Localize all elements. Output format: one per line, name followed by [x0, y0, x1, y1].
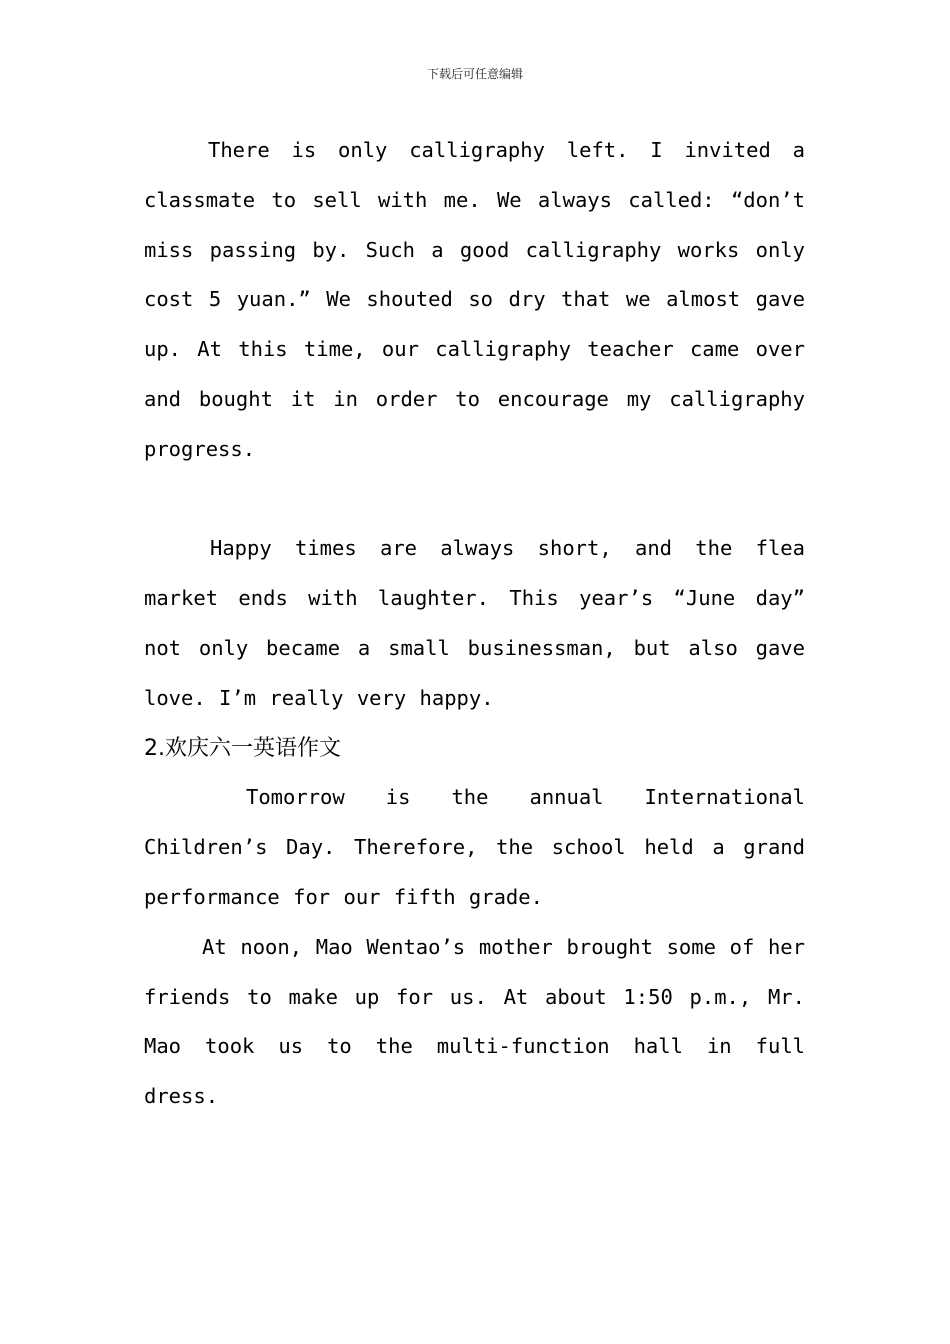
section-heading: 2.欢庆六一英语作文 [144, 735, 341, 761]
paragraph-flea-market-end: Happy times are always short, and the flea market ends with laughter. This year’s “June day” not only became a small businessman, but also gave love. I’m really very happy. [144, 536, 805, 710]
paragraph-childrens-day: Tomorrow is the annual International Children’s Day. Therefore, the school held a grand performance for our fifth grade. [144, 785, 805, 909]
paragraph-spacer [144, 475, 805, 525]
paragraph-noon-makeup: At noon, Mao Wentao’s mother brought some of her friends to make up for us. At about 1:50 p.m., Mr. Mao took us to the multi-function hall in full dress. [144, 934, 805, 1109]
page-header-note: 下载后可任意编辑 [426, 67, 523, 81]
paragraph-calligraphy-sale: There is only calligraphy left. I invited a classmate to sell with me. We always called: “don’t miss passing by. Such a good calligraphy works only cost 5 yuan.” We shouted so dry that we almost gave up. At this time, our calligraphy teacher came over and bought it in order to encourage my calligraphy progress. [144, 138, 805, 461]
document-body [144, 126, 805, 1122]
